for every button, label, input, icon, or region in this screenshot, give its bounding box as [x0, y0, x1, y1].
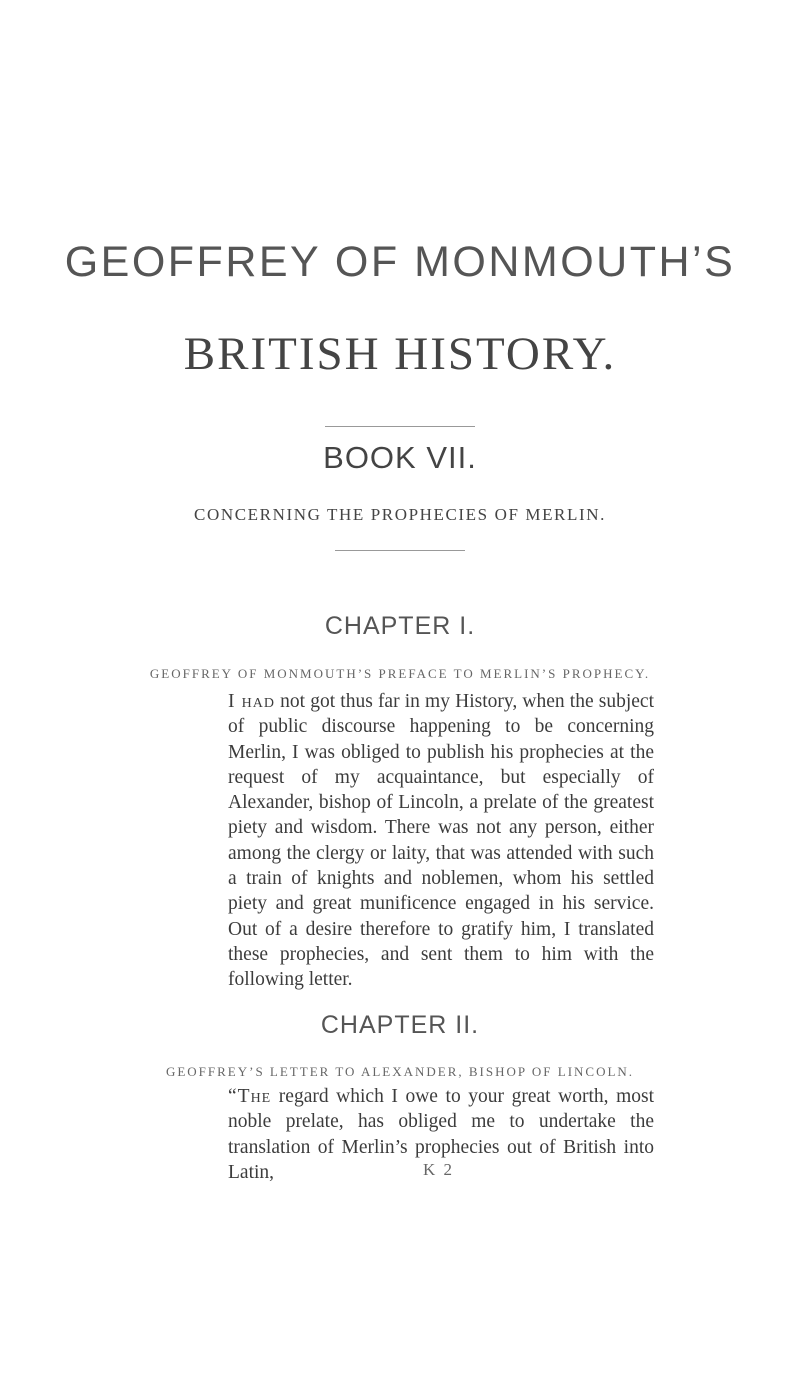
signature-mark: K 2 — [423, 1160, 455, 1179]
chapter-1-lead-word: I had — [228, 691, 275, 712]
chapter-2-lead-word: “The — [228, 1086, 272, 1107]
bottom-divider — [335, 550, 465, 551]
chapter-1-title: CHAPTER I. — [324, 612, 476, 640]
chapter-1-paragraph — [228, 689, 654, 993]
chapter-2-subtitle: GEOFFREY’S LETTER TO ALEXANDER, BISHOP OF LINCOLN. — [165, 1064, 635, 1079]
top-divider — [325, 426, 475, 427]
chapter-1-text: not got thus far in my History, when the subject of public discourse happening to be concerning Merlin, I was obliged to publish his prophecies at the request of my acquaintance, but especially of Alexander, bishop of Lincoln, a prelate of the greatest piety and wisdom. There was not any person, either among the clergy or laity, that was attended with such a train of knights and noblemen, whom his settled piety and great munificence engaged in his service. Out of a desire therefore to gratify him, I translated these prophecies, and sent them to him with the following letter. — [228, 691, 654, 991]
book-subtitle: CONCERNING THE PROPHECIES OF MERLIN. — [194, 505, 606, 524]
chapter-1-subtitle: GEOFFREY OF MONMOUTH’S PREFACE TO MERLIN’S PROPHECY. — [149, 666, 651, 681]
chapter-2-text: regard which I owe to your great worth, most noble prelate, has obliged me to undertake the translation of Merlin’s prophecies out of British into Latin, — [228, 1086, 654, 1183]
book-title: BOOK VII. — [323, 440, 477, 475]
chapter-2-title: CHAPTER II. — [320, 1011, 480, 1039]
running-title-line-1: GEOFFREY OF MONMOUTH’S — [64, 238, 736, 286]
running-title-line-2: BRITISH HISTORY. — [183, 328, 617, 380]
